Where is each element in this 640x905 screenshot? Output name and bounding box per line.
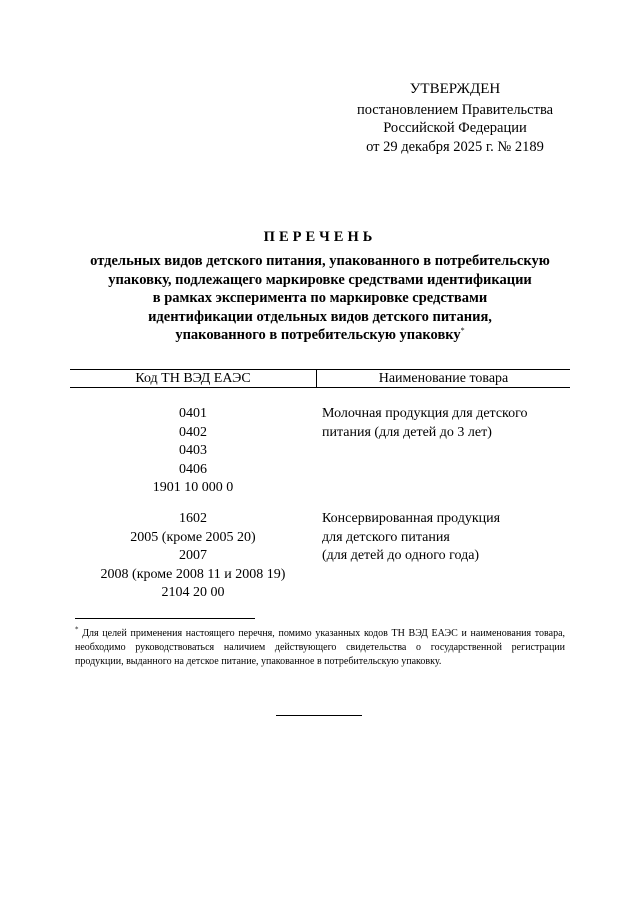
table-header-rule <box>70 387 570 388</box>
footnote-mark: * <box>75 625 79 634</box>
code-item: 2104 20 00 <box>161 585 225 600</box>
code-item: 2007 <box>179 548 207 563</box>
approval-line: постановлением Правительства <box>356 101 554 118</box>
code-item: 0402 <box>179 424 207 440</box>
code-item: 0406 <box>179 461 207 477</box>
code-item: 0401 <box>179 406 207 421</box>
approval-heading: УТВЕРЖДЕН <box>409 81 501 97</box>
footnote-text: Для целей применения настоящего перечня, помимо указанных кодов ТН ВЭД ЕАЭС и наименования товара, необходимо руководствоваться наличием действующего свидетельства о государственной регистрации продукции, выданного на детское питание, упакованное в потребительскую упаковку. <box>75 628 566 667</box>
document-subtitle <box>70 252 570 345</box>
subtitle-line: идентификации отдельных видов детского питания, <box>148 308 492 325</box>
header-name: Наименование товара <box>378 371 509 386</box>
product-name-line: Молочная продукция для детского <box>322 406 528 421</box>
footnote-separator <box>75 618 255 619</box>
end-of-document-rule <box>276 715 362 716</box>
footnote-reference: * <box>460 326 465 336</box>
product-name <box>322 405 570 442</box>
product-name <box>322 510 570 566</box>
code-item: 2005 (кроме 2005 20) <box>130 529 256 545</box>
subtitle-line: упакованного в потребительскую упаковку <box>175 327 461 343</box>
footnote <box>75 627 565 669</box>
code-item: 2008 (кроме 2008 11 и 2008 19) <box>100 566 286 582</box>
product-name-line: Консервированная продукция <box>322 511 501 526</box>
code-list <box>70 405 316 498</box>
code-item: 1602 <box>179 511 207 526</box>
approval-line: Российской Федерации <box>383 120 527 136</box>
subtitle-line: в рамках эксперимента по маркировке средствами <box>152 290 488 306</box>
code-list <box>70 510 316 603</box>
product-name-line: для детского питания <box>322 529 450 545</box>
approval-block <box>340 80 570 156</box>
header-code: Код ТН ВЭД ЕАЭС <box>135 371 251 386</box>
table-top-rule <box>70 369 570 370</box>
subtitle-line-last <box>70 326 570 345</box>
code-item: 1901 10 000 0 <box>152 480 234 495</box>
subtitle-line: отдельных видов детского питания, упакованного в потребительскую <box>90 253 550 269</box>
document-title: ПЕРЕЧЕНЬ <box>263 229 377 245</box>
product-name-line: питания (для детей до 3 лет) <box>322 424 492 440</box>
approval-line: от 29 декабря 2025 г. № 2189 <box>366 138 544 155</box>
product-name-line: (для детей до одного года) <box>322 548 480 563</box>
subtitle-line: упаковку, подлежащего маркировке средствами идентификации <box>108 271 532 288</box>
code-item: 0403 <box>179 443 207 458</box>
